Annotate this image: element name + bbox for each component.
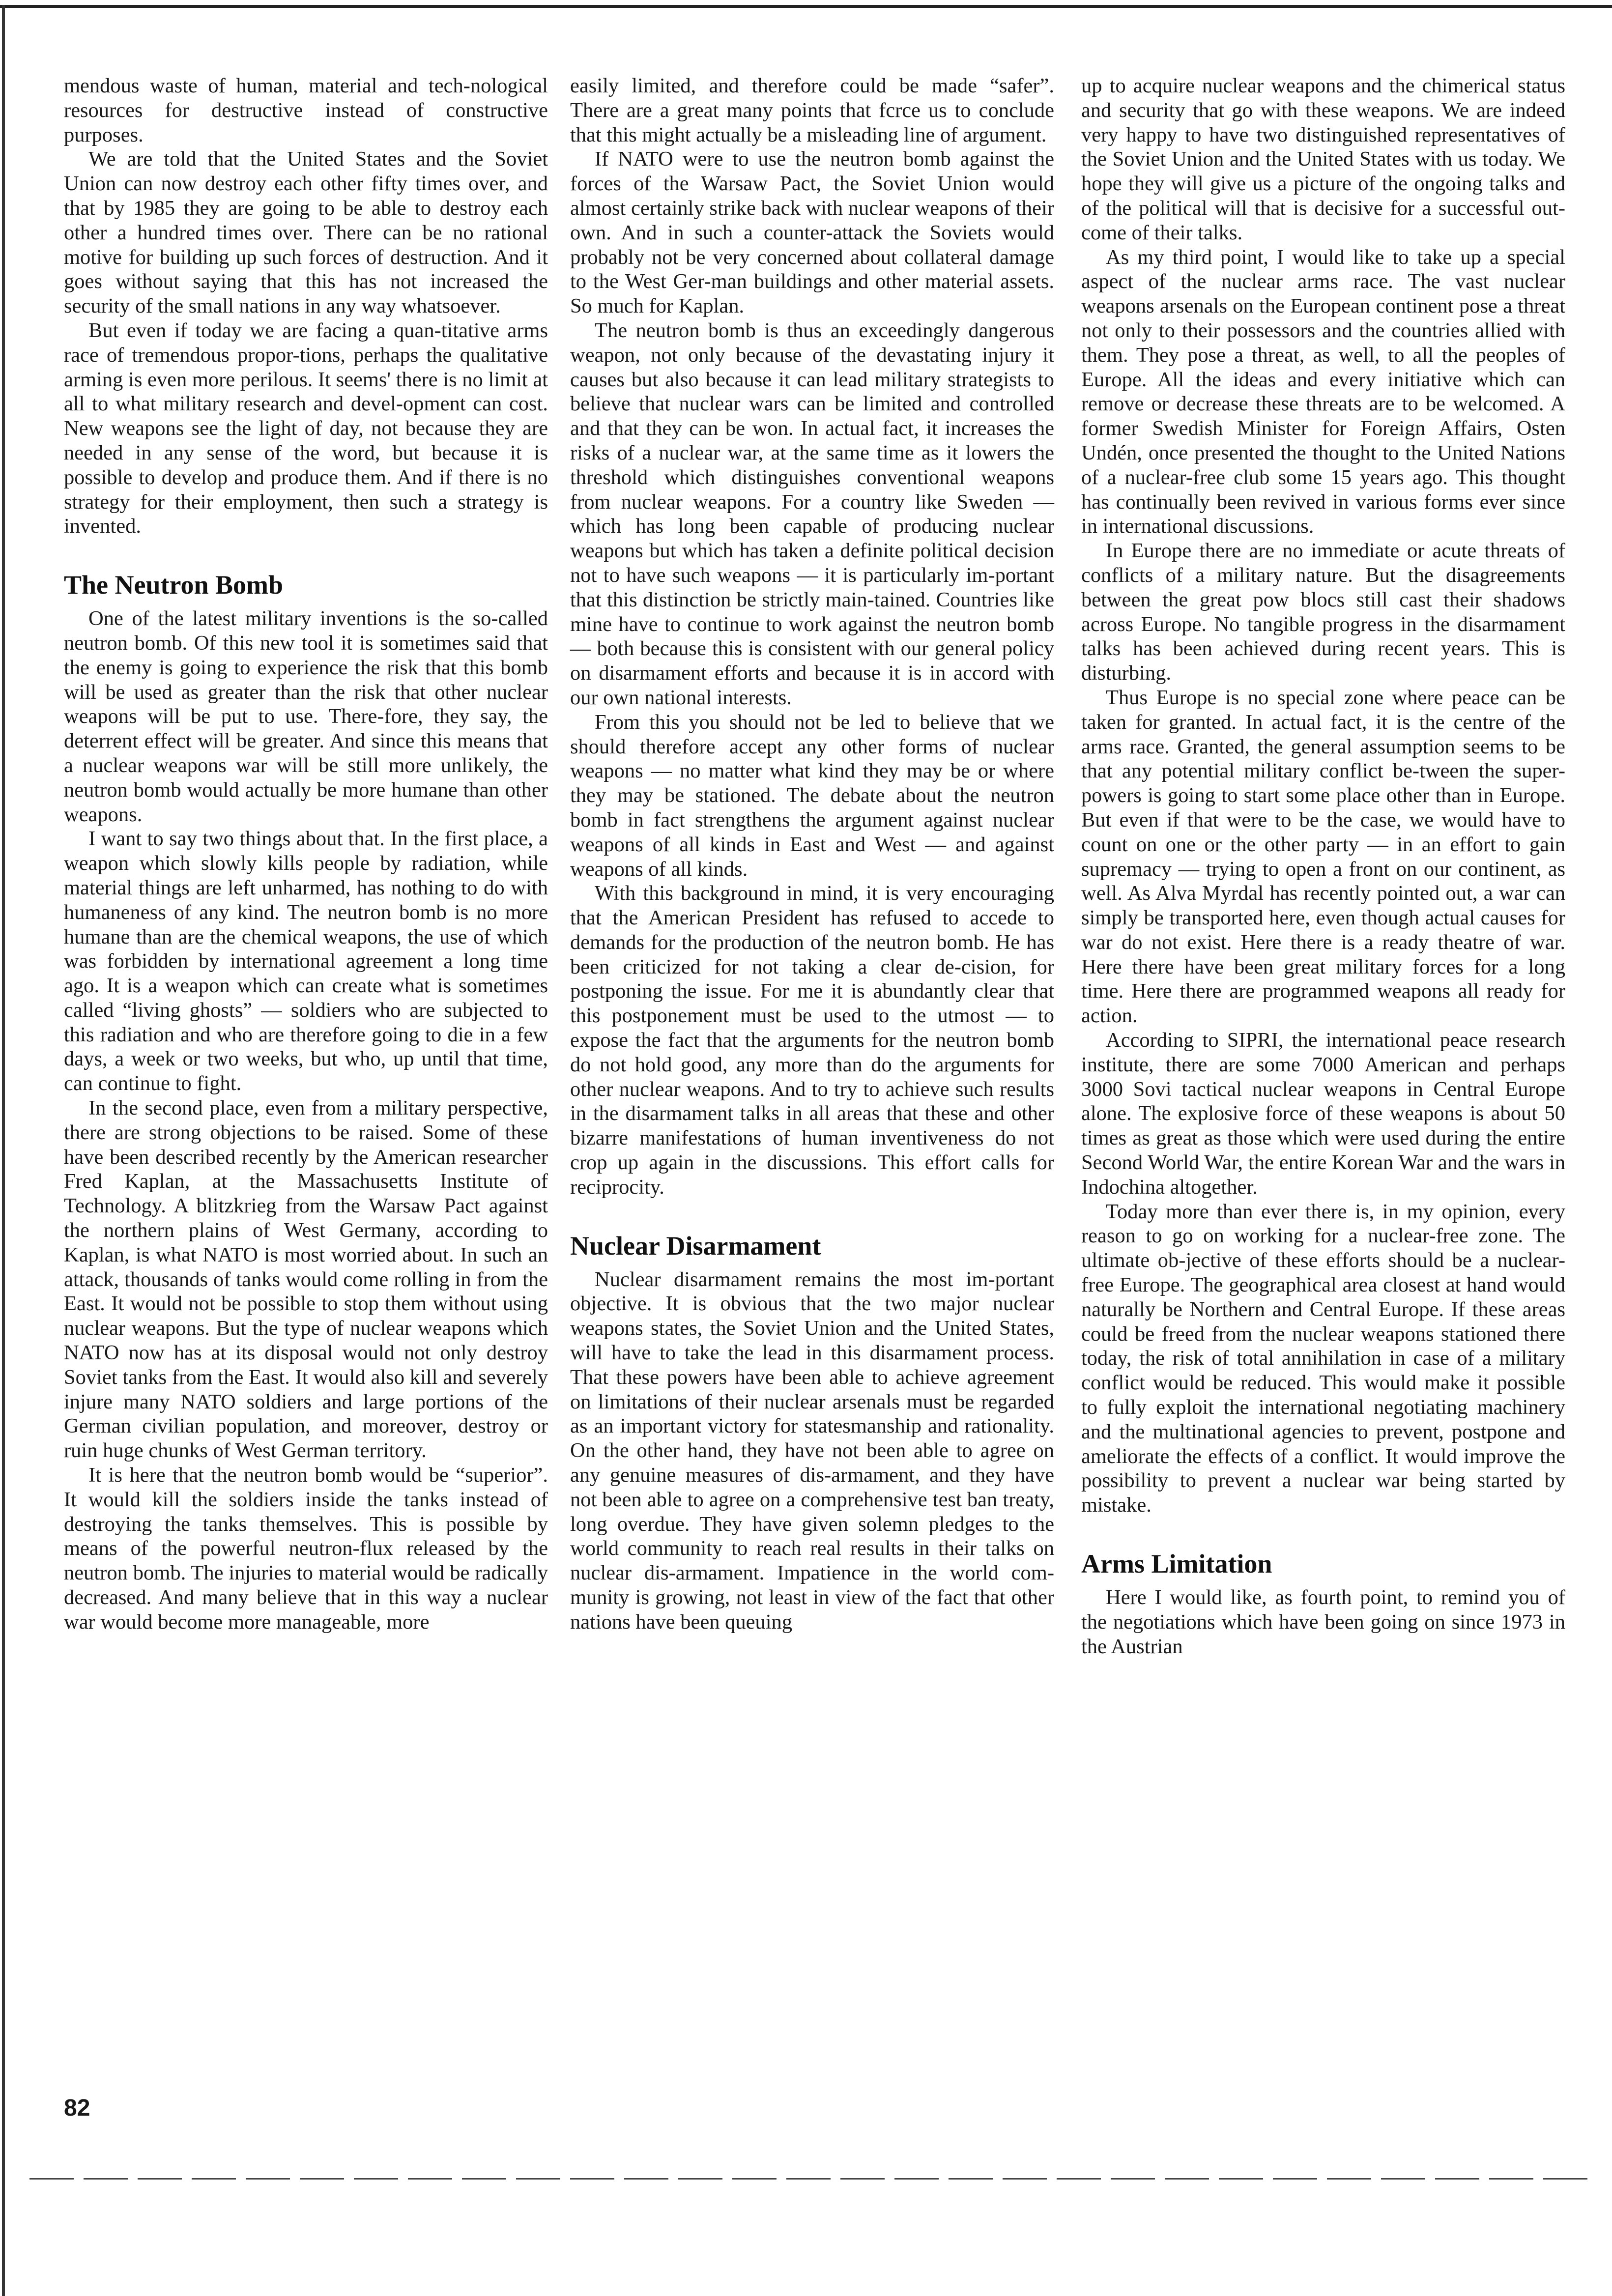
body-paragraph: As my third point, I would like to take up a special aspect of the nuclear arms race. The vast nuclear weapons arsenals on the European continent pose a threat not only to their possessors and the countries allied with them. They pose a threat, as well, to all the peoples of Europe. All the ideas and every initiative which can remove or decrease these threats are to be welcomed. A former Swedish Minister for Foreign Affairs, Osten Undén, once presented the thought to the United Nations of a nuclear-free club some 15 years ago. This thought has continually been revived in various forms ever since in international discussions. bbox=[1081, 245, 1565, 538]
body-paragraph: easily limited, and therefore could be made “safer”. There are a great many points that fcrce us to conclude that this might actually be a misleading line of argument. bbox=[570, 74, 1054, 146]
text-column-1 bbox=[64, 74, 548, 1635]
section-heading: The Neutron Bomb bbox=[64, 570, 284, 600]
body-paragraph: I want to say two things about that. In the first place, a weapon which slowly kills people by radiation, while material things are left unharmed, has nothing to do with humaneness of any kind. The neutron bomb is no more humane than are the chemical weapons, the use of which was forbidden by international agreement a long time ago. It is a weapon which can create what is sometimes called “living ghosts” — soldiers who are subjected to this radiation and who are therefore going to die in a few days, a week or two weeks, but who, up until that time, can continue to fight. bbox=[64, 827, 548, 1095]
section-heading: Arms Limitation bbox=[1081, 1549, 1272, 1579]
body-paragraph: If NATO were to use the neutron bomb against the forces of the Warsaw Pact, the Soviet Union would almost certainly strike back with nuclear weapons of their own. And in such a counter-attack the Soviets would probably not be very concerned about collateral damage to the West Ger-man buildings and other material assets. So much for Kaplan. bbox=[570, 147, 1054, 318]
body-paragraph: But even if today we are facing a quan-titative arms race of tremendous propor-tions, perhaps the qualitative arming is even more perilous. It seems' there is no limit at all to what military research and devel-opment can cost. New weapons see the light of day, not because they are needed in any sense of the word, but because it is possible to develop and produce them. And if there is no strategy for their employment, then such a strategy is invented. bbox=[64, 318, 548, 538]
text-column-3 bbox=[1081, 74, 1565, 1659]
left-border-rule bbox=[2, 5, 5, 2296]
page-number: 82 bbox=[64, 2095, 90, 2121]
body-paragraph: In the second place, even from a military perspective, there are strong objections to be raised. Some of these have been described recently by the American researcher Fred Kaplan, at the Massachusetts Institute of Technology. A blitzkrieg from the Warsaw Pact against the northern plains of West Germany, according to Kaplan, is what NATO is most worried about. In such an attack, thousands of tanks would come rolling in from the East. It would not be possible to stop them without using nuclear weapons. But the type of nuclear weapons which NATO now has at its disposal would not only destroy Soviet tanks from the East. It would also kill and severely injure many NATO soldiers and large portions of the German civilian population, and moreover, destroy or ruin huge chunks of West German territory. bbox=[64, 1096, 548, 1463]
body-paragraph: mendous waste of human, material and tech-nological resources for destructive instead of constructive purposes. bbox=[64, 74, 548, 146]
section-heading: Nuclear Disarmament bbox=[570, 1231, 821, 1261]
top-border-rule bbox=[0, 5, 1612, 8]
body-paragraph: Thus Europe is no special zone where peace can be taken for granted. In actual fact, it is the centre of the arms race. Granted, the general assumption seems to be that any potential military conflict be-tween the super-powers is going to start some place other than in Europe. But even if that were to be the case, we would have to count on one or the other party — in an effort to gain supremacy — trying to open a front on our continent, as well. As Alva Myrdal has recently pointed out, a war can simply be transported here, even though actual causes for war do not exist. Here there is a ready theatre of war. Here there have been great military forces for a long time. Here there are programmed weapons all ready for action. bbox=[1081, 686, 1565, 1028]
body-paragraph: With this background in mind, it is very encouraging that the American President has refused to accede to demands for the production of the neutron bomb. He has been criticized for not taking a clear de-cision, for postponing the issue. For me it is abundantly clear that this postponement must be used to the utmost — to expose the fact that the arguments for the neutron bomb do not hold good, any more than do the arguments for other nuclear weapons. And to try to achieve such results in the disarmament talks in all areas that these and other bizarre manifestations of human inventiveness do not crop up again in the discussions. This effort calls for reciprocity. bbox=[570, 882, 1054, 1199]
body-paragraph: One of the latest military inventions is the so-called neutron bomb. Of this new tool it is sometimes said that the enemy is going to experience the risk that this bomb will be used as greater than the risk that other nuclear weapons will be put to use. There-fore, they say, the deterrent effect will be greater. And since this means that a nuclear weapons war will be still more unlikely, the neutron bomb would actually be more humane than other weapons. bbox=[64, 607, 548, 826]
body-paragraph: Today more than ever there is, in my opinion, every reason to go on working for a nuclear-free zone. The ultimate ob-jective of these efforts should be a nuclear-free Europe. The geographical area closest at hand would naturally be Northern and Central Europe. If these areas could be freed from the nuclear weapons stationed there today, the risk of total annihilation in case of a military conflict would be reduced. This would make it possible to fully exploit the international negotiating machinery and the multinational agencies to prevent, postpone and ameliorate the effects of a conflict. It would improve the possibility to prevent a nuclear war being started by mistake. bbox=[1081, 1200, 1565, 1517]
text-column-2 bbox=[570, 74, 1054, 1635]
body-paragraph: It is here that the neutron bomb would be “superior”. It would kill the soldiers inside the tanks instead of destroying the tanks themselves. This is possible by means of the powerful neutron-flux released by the neutron bomb. The injuries to material would be radically decreased. And many believe that in this way a nuclear war would become more manageable, more bbox=[64, 1464, 548, 1634]
body-paragraph: Nuclear disarmament remains the most im-portant objective. It is obvious that the two major nuclear weapons states, the Soviet Union and the United States, will have to take the lead in this disarmament process. That these powers have been able to achieve agreement on limitations of their nuclear arsenals must be regarded as an important victory for statesmanship and rationality. On the other hand, they have not been able to agree on any genuine measures of dis-armament, and they have not been able to agree on a comprehensive test ban treaty, long overdue. They have given solemn pledges to the world community to reach real results in their talks on nuclear dis-armament. Impatience in the world com-munity is growing, not least in view of the fact that other nations have been queuing bbox=[570, 1267, 1054, 1634]
body-paragraph: The neutron bomb is thus an exceedingly dangerous weapon, not only because of the devastating injury it causes but also because it can lead military strategists to believe that nuclear wars can be limited and controlled and that they can be won. In actual fact, it increases the risks of a nuclear war, at the same time as it lowers the threshold which distinguishes conventional weapons from nuclear weapons. For a country like Sweden — which has long been capable of producing nuclear weapons but which has taken a definite political decision not to have such weapons — it is particularly im-portant that this distinction be strictly main-tained. Countries like mine have to continue to work against the neutron bomb — both because this is consistent with our general policy on disarmament efforts and because it is in accord with our own national interests. bbox=[570, 318, 1054, 709]
body-paragraph: Here I would like, as fourth point, to remind you of the negotiations which have been going on since 1973 in the Austrian bbox=[1081, 1586, 1565, 1658]
body-paragraph: From this you should not be led to believe that we should therefore accept any other forms of nuclear weapons — no matter what kind they may be or where they may be stationed. The debate about the neutron bomb in fact strengthens the argument against nuclear weapons of all kinds in East and West — and against weapons of all kinds. bbox=[570, 710, 1054, 881]
body-paragraph: up to acquire nuclear weapons and the chimerical status and security that go with these weapons. We are indeed very happy to have two distinguished representatives of the Soviet Union and the United States with us today. We hope they will give us a picture of the ongoing talks and of the political will that is decisive for a successful out-come of their talks. bbox=[1081, 74, 1565, 244]
bottom-dashed-rule bbox=[29, 2178, 1592, 2180]
body-paragraph: In Europe there are no immediate or acute threats of conflicts of a military nature. But the disagreements between the great pow blocs still cast their shadows across Europe. No tangible progress in the disarmament talks has been achieved during recent years. This is disturbing. bbox=[1081, 539, 1565, 685]
body-paragraph: According to SIPRI, the international peace research institute, there are some 7000 American and perhaps 3000 Sovi tactical nuclear weapons in Central Europe alone. The explosive force of these weapons is about 50 times as great as those which were used during the entire Second World War, the entire Korean War and the wars in Indochina altogether. bbox=[1081, 1029, 1565, 1199]
body-paragraph: We are told that the United States and the Soviet Union can now destroy each other fifty times over, and that by 1985 they are going to be able to destroy each other a hundred times over. There can be no rational motive for building up such forces of destruction. And it goes without saying that this has not increased the security of the small nations in any way whatsoever. bbox=[64, 147, 548, 318]
